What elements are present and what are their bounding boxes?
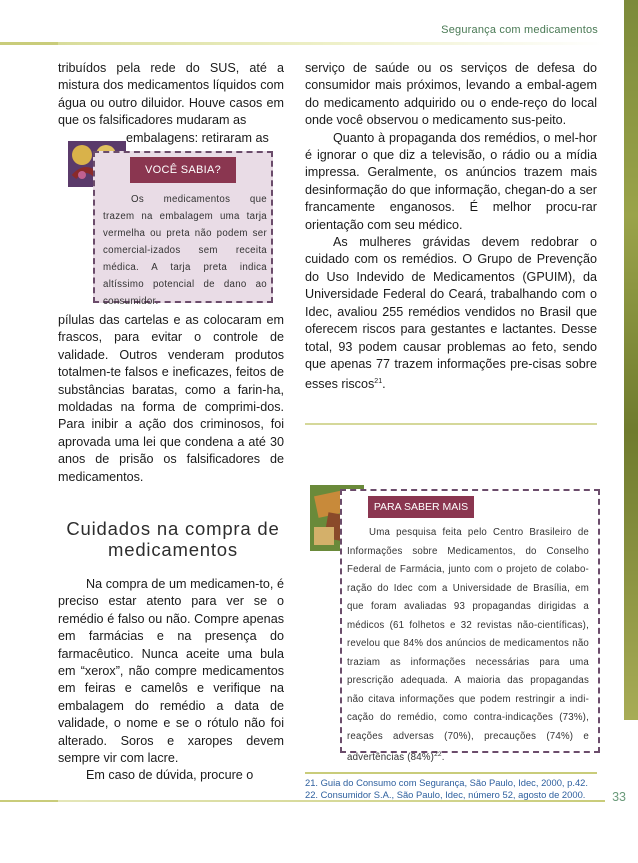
decorative-edge-image (624, 0, 638, 720)
section-title: Cuidados na compra de medicamentos (66, 518, 280, 560)
right-para-2: Quanto à propaganda dos remédios, o mel-hor é ignorar o que diz a televisão, o rádio ou a mídia impressa. Geralmente, os anúncios trazem mais desinformação do que informação, chegan-do a ser francamente enganosos. É melhor procu-rar orientação com seu médico. (305, 130, 597, 232)
footnotes (305, 777, 597, 801)
running-head: Segurança com medicamentos (441, 24, 598, 36)
left-para-2: pílulas das cartelas e as colocaram em frascos, para evitar o controle de validade. Outros venderam produtos totalmen-te falsos e ineficazes, feitos de substâncias baratas, como a farin-ha, moldadas na forma de comprimi-dos. Para inibir a ação dos criminosos, foi aprovada uma lei que condena a até 30 anos de prisão os falsificadores de medicamentos. (58, 313, 284, 484)
right-para-3: As mulheres grávidas devem redobrar o cuidado com os remédios. O Grupo de Prevenção do Uso Indevido de Medicamentos (GPUIM), da Universidade Federal do Ceará, trabalhando com o Idec, avaliou 255 remédios vendidos no Brasil que oferecem riscos para gestantes e lactantes. Desse total, 93 podem causar problemas ao feto, sendo que apenas 77 trazem informações pre-cisas sobre esses riscos$^{21}$. (305, 235, 597, 392)
bottom-rule (58, 800, 605, 802)
left-para-1-wrap: embalagens: retiraram as (126, 130, 269, 145)
right-column (305, 60, 597, 394)
section-divider (305, 423, 597, 425)
saber-mais-text: Uma pesquisa feita pelo Centro Brasileiro de Informações sobre Medicamentos, do Conselho Federal de Farmácia, junto com o projeto de colabo-ração do Idec com a Universidade de Brasília, em que foram avaliadas 93 propagandas dirigidas a médicos (61 folhetos e 32 revistas não-científicas), revelou que 84% dos anúncios de medicamentos não traziam as informações necessárias para uma prescrição adequada. A maioria das propagandas não citava informações que podem restringir a indi-cação do remédio, como contra-indicações (73%), reações adversas (70%), precauções (74%) e advertências $(84\%)^{22}$. (347, 527, 589, 764)
voce-sabia-text: Os medicamentos que trazem na embalagem uma tarja vermelha ou preta não podem ser comercial-izados sem receita médica. A tarja preta indica altíssimo potencial de dano ao consumidor. (103, 194, 267, 307)
header-rule (58, 42, 605, 45)
page-number: 33 (612, 790, 626, 804)
footnote-21: 21. Guia do Consumo com Segurança, São Paulo, Idec, 2000, p.42. (305, 777, 588, 788)
right-para-1: serviço de saúde ou os serviços de defesa do consumidor mais próximos, levando a embal-agem do medicamento adquirido ou o ende-reço do local onde você observou o medicamento sus-peito. (305, 61, 597, 128)
voce-sabia-label: VOCÊ SABIA? (130, 157, 236, 183)
left-para-1: tribuídos pela rede do SUS, até a mistura dos medicamentos líquidos com água ou outro diluidor. Houve casos em que os falsificadores mudaram as (58, 61, 284, 128)
saber-mais-label: PARA SABER MAIS (368, 496, 474, 518)
left-column-top (58, 60, 284, 147)
footnote-22: 22. Consumidor S.A., São Paulo, Idec, número 52, agosto de 2000. (305, 789, 586, 800)
footnote-rule (305, 772, 597, 774)
left-para-3: Na compra de um medicamen-to, é preciso estar atento para ver se o remédio é falso ou não. Compre apenas em farmácias e na presença do farmacêutico. Nunca aceite uma bula em “xerox”, não compre medicamentos em feiras e camelôs e verifique na embalagem do remédio a data de validade, o nome e se o rótulo não foi alterado. Soros e xaropes devem sempre vir com lacre. Em caso de dúvida, procure o (58, 577, 284, 783)
bottom-rule-left (0, 800, 58, 802)
